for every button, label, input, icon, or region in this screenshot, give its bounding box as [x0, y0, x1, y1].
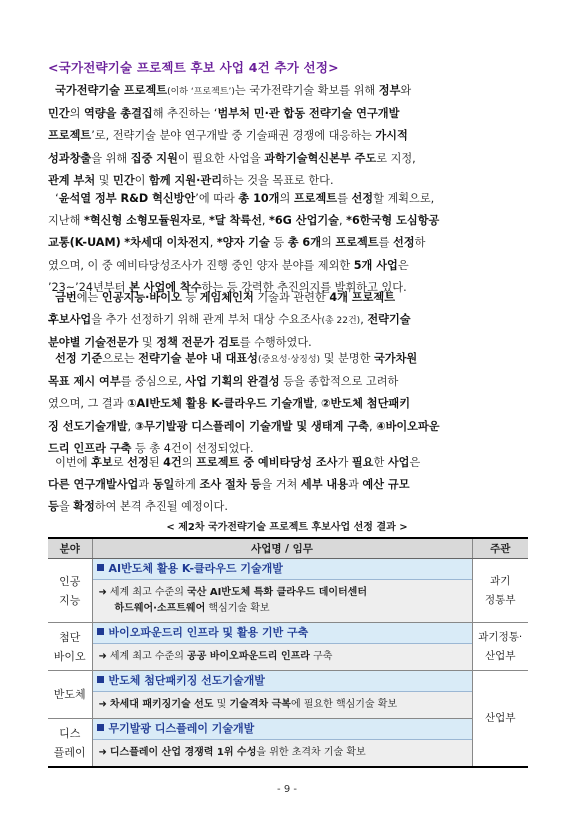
text: 를 수행하였다.: [239, 336, 312, 350]
text: 하는 것을 목표로 한다.: [222, 173, 334, 187]
text: 은: [397, 258, 409, 272]
text: 로: [112, 456, 128, 469]
text-bold: 국가차원: [373, 352, 418, 365]
text-bold: 하드웨어·소프트웨어: [114, 603, 206, 614]
text-bold: 가시적: [375, 129, 408, 143]
text: 기술과 관련한: [253, 291, 330, 304]
text-bold: 4건: [163, 456, 182, 469]
text-bold: 사업: [387, 456, 410, 469]
arrow-right-icon: ➜: [98, 587, 107, 598]
text-bold: 프로젝트: [48, 129, 92, 143]
text-bold: 선정: [127, 456, 149, 469]
text: 하여 본격 추진될 예정이다.: [94, 500, 228, 514]
header-project: 사업명 / 임무: [92, 538, 472, 559]
text: 의: [279, 192, 294, 205]
project-name-text: AI반도체 활용 K-클라우드 기술개발: [108, 562, 283, 575]
text: ’에 따라: [195, 192, 239, 205]
text-bold: 인공지능·바이오: [101, 291, 182, 304]
text-bold: 전략기술: [367, 313, 411, 327]
section-heading: <국가전략기술 프로젝트 후보 사업 4건 추가 선정>: [48, 60, 339, 75]
project-name-text: 반도체 첨단패키징 선도기술개발: [108, 674, 265, 687]
text-bold: 조사 절차 등: [199, 478, 262, 492]
project-name-text: 무기발광 디스플레이 기술개발: [108, 722, 255, 735]
text-bold: 4개 프로젝트: [329, 291, 396, 304]
arrow-right-icon: ➜: [98, 699, 107, 710]
text-bold: 정부: [378, 84, 401, 97]
text: ,: [209, 236, 217, 250]
text: ’로, 전략기술 분야 연구개발 중 기술패권 경쟁에 대응하는: [91, 129, 376, 143]
text-bold: *양자 기술: [216, 236, 270, 250]
project-name-text: 바이오파운드리 인프라 및 활용 기반 구축: [108, 626, 309, 639]
paragraph-5: [48, 452, 526, 519]
text-bold: 함께 지원·관리: [149, 173, 223, 187]
text-bold: 집중 지원: [130, 151, 178, 165]
text: 과: [348, 478, 363, 492]
text-bold: 본 사업에 착수: [128, 280, 202, 294]
text: 에 필요한 핵심기술 확보: [290, 699, 398, 710]
text: 및: [213, 699, 230, 710]
header-dept: 주관: [472, 538, 528, 559]
square-bullet-icon: [97, 724, 104, 731]
dept-text: 산업부: [485, 649, 516, 662]
table-row: [48, 623, 528, 671]
text: 와: [400, 84, 412, 97]
text: ,: [127, 419, 135, 433]
text-bold: 동일: [152, 478, 175, 492]
text: 을 거쳐: [261, 478, 301, 492]
text: 을: [58, 500, 74, 514]
text: 부터: [103, 280, 129, 294]
text-bold: 프로젝트: [293, 192, 338, 205]
text: 에는: [76, 291, 102, 304]
text: 으로는: [102, 352, 139, 365]
text: 를: [337, 192, 352, 205]
text: 이: [134, 173, 150, 187]
text-bold: 총 6개: [287, 236, 322, 250]
project-name: [93, 719, 472, 740]
text: ,: [339, 214, 347, 228]
field-text: 디스: [59, 726, 81, 740]
text: 된: [148, 456, 164, 469]
text-bold: 윤석열 정부 R&D 혁신방안: [58, 192, 196, 205]
dept-text: 정통부: [485, 593, 516, 606]
text-bold: 민간: [48, 107, 70, 121]
text: 과: [138, 478, 153, 492]
text: 세계 최고 수준의: [109, 651, 188, 662]
project-task: [93, 580, 472, 622]
text-bold: *차세대 이차전지: [124, 236, 210, 250]
text: 하게: [174, 478, 200, 492]
text-note: (총 22건): [321, 316, 361, 327]
table-row: [48, 719, 528, 768]
project-task: [93, 692, 472, 718]
text-bold: 후보: [91, 456, 113, 469]
text: ,: [313, 397, 322, 411]
project-cell: [92, 671, 472, 719]
paragraph-3: [48, 287, 526, 355]
text: 및: [95, 173, 114, 187]
text: 이 필요한 사업을: [177, 151, 265, 165]
project-name: [93, 671, 472, 692]
text: 구축: [309, 651, 333, 662]
text: 및: [138, 336, 157, 350]
text-bold: 관계 부처: [48, 173, 96, 187]
text: 로 지정,: [376, 151, 416, 165]
text-bold: *달 착륙선: [208, 214, 262, 228]
text-bold: 후보사업: [48, 313, 92, 327]
text-bold: ②반도체 첨단패키: [321, 397, 411, 411]
dept-text: 산업부: [485, 712, 516, 724]
text-bold: 분야별 기술전문가: [48, 336, 139, 350]
field-text: 반도체: [53, 688, 86, 701]
text: 및 분명한: [320, 352, 374, 365]
text-bold: 역량을 총결집: [84, 107, 153, 121]
text-bold: 선정: [351, 192, 374, 205]
text: 할 계획으로,: [373, 192, 435, 205]
field-text: 플레이: [53, 745, 86, 759]
field-cell: [48, 559, 92, 623]
result-table: [48, 537, 528, 768]
text-bold: 기술격차 극복: [229, 699, 291, 710]
project-task: [93, 740, 472, 766]
text-bold: 차세대 패키징기술 선도: [109, 699, 214, 710]
dept-cell: [472, 671, 528, 768]
arrow-right-icon: ➜: [98, 651, 107, 662]
text: ,: [360, 313, 368, 327]
text: ,: [368, 419, 377, 433]
text: ’23~’24년: [48, 280, 104, 294]
text: 지난해: [48, 214, 84, 228]
text-bold: 전략기술 분야 내 대표성: [138, 352, 258, 365]
text-bold: 등: [48, 500, 59, 514]
text: 하는 등 강력한 추진의지를 발휘하고 있다.: [201, 280, 407, 294]
text: ,: [201, 214, 209, 228]
text-bold: 필요: [351, 456, 374, 469]
paragraph-1: [48, 80, 526, 192]
text-bold: 과학기술혁신본부 주도: [264, 151, 377, 165]
project-task: [93, 644, 472, 670]
text-bold: 범부처 민·관 합동 전략기술 연구개발: [217, 107, 400, 121]
field-cell: [48, 719, 92, 768]
text-bold: 다른 연구개발사업: [48, 478, 139, 492]
text-bold: 국산 AI반도체 특화 클라우드 데이터센터: [187, 587, 367, 598]
text-bold: 금번: [55, 291, 77, 304]
text: 등 총 4건이 선정되었다.: [131, 441, 254, 455]
project-cell: [92, 559, 472, 623]
text-bold: 교통(K-UAM): [48, 236, 121, 250]
table-title: < 제2차 국가전략기술 프로젝트 후보사업 선정 결과 >: [166, 522, 408, 533]
text: 을 위한 초격차 기술 확보: [256, 747, 366, 758]
text-bold: 프로젝트 중 예비타당성 조사: [196, 456, 338, 469]
text-bold: 확정: [73, 500, 95, 514]
text: 핵심기술 확보: [205, 603, 270, 614]
text: 를 중심으로,: [120, 375, 186, 389]
text-bold: 프로젝트: [335, 236, 379, 250]
square-bullet-icon: [97, 564, 104, 571]
project-name: [93, 623, 472, 644]
text: 가: [337, 456, 352, 469]
text: 의: [321, 236, 336, 250]
table-row: [48, 671, 528, 719]
text-bold: 디스플레이 산업 경쟁력 1위 수성: [109, 747, 257, 758]
text-bold: 세부 내용: [300, 478, 349, 492]
field-text: 인공: [59, 574, 81, 588]
text: 를: [378, 236, 393, 250]
header-field: 분야: [48, 538, 92, 559]
text: 을 추가 선정하기 위해 관계 부처 대상 수요조사: [91, 313, 322, 327]
project-cell: [92, 623, 472, 671]
text-bold: 선정 기준: [55, 352, 103, 365]
text-bold: 공공 바이오파운드리 인프라: [187, 651, 310, 662]
text-bold: 5개 사업: [353, 258, 398, 272]
text-bold: 선정: [393, 236, 415, 250]
field-text: 바이오: [53, 649, 86, 663]
table-row: [48, 559, 528, 623]
text-bold: 징 선도기술개발: [48, 419, 128, 433]
table-header-row: [48, 538, 528, 559]
text: 세계 최고 수준의: [109, 587, 188, 598]
field-text: 지능: [59, 593, 81, 607]
text-bold: ③무기발광 디스플레이 기술개발 및 생태계 구축: [134, 419, 369, 433]
dept-text: 과기: [490, 574, 511, 587]
text-bold: 총 10개: [238, 192, 280, 205]
text-bold: *혁신형 소형모듈원자로: [83, 214, 202, 228]
text-bold: ④바이오파운: [376, 419, 440, 433]
text: 의: [69, 107, 84, 121]
paragraph-2: [48, 188, 526, 299]
project-cell: [92, 719, 472, 768]
dept-cell: [472, 623, 528, 671]
text: 을 위해: [91, 151, 131, 165]
dept-text: 과기정통·: [478, 630, 523, 643]
square-bullet-icon: [97, 676, 104, 683]
text: ,: [261, 214, 270, 228]
text: 등: [269, 236, 288, 250]
text-note: (이하 ‘프로젝트’): [167, 87, 235, 97]
square-bullet-icon: [97, 628, 104, 635]
text: 한: [373, 456, 388, 469]
text-bold: ①AI반도체 활용 K-클라우드 기술개발: [127, 397, 314, 411]
field-cell: [48, 671, 92, 719]
text-note: (중요성·상징성): [258, 355, 321, 365]
text: ‘: [55, 192, 59, 205]
text-bold: 국가전략기술 프로젝트: [55, 84, 168, 97]
text-bold: 민간: [113, 173, 135, 187]
text: 해 추진하는 ‘: [152, 107, 218, 121]
page-number: - 9 -: [277, 784, 297, 795]
paragraph-4: [48, 348, 526, 460]
text-bold: 예산 규모: [362, 478, 410, 492]
arrow-right-icon: ➜: [98, 747, 107, 758]
text-bold: 게임체인저: [199, 291, 254, 304]
text-bold: 사업 기획의 완결성: [185, 375, 280, 389]
text: 이번에: [55, 456, 92, 469]
dept-cell: [472, 559, 528, 623]
text-bold: 정책 전문가 검토: [156, 336, 240, 350]
text-bold: *6한국형 도심항공: [346, 214, 440, 228]
text-bold: 성과창출: [48, 151, 92, 165]
text-bold: *6G 산업기술: [269, 214, 339, 228]
text: 등을 종합적으로 고려하: [279, 375, 399, 389]
project-name: [93, 559, 472, 580]
field-cell: [48, 623, 92, 671]
field-text: 첨단: [59, 630, 81, 644]
text: 의: [181, 456, 197, 469]
text: 하: [414, 236, 426, 250]
text: 등: [181, 291, 200, 304]
text: 은: [409, 456, 421, 469]
text-bold: 목표 제시 여부: [48, 375, 121, 389]
text-bold: 드리 인프라 구축: [48, 441, 132, 455]
text: 였으며, 이 중 예비타당성조사가 진행 중인 양자 분야를 제외한: [48, 258, 354, 272]
text: 였으며, 그 결과: [48, 397, 128, 411]
text: 는 국가전략기술 확보를 위해: [234, 84, 379, 97]
